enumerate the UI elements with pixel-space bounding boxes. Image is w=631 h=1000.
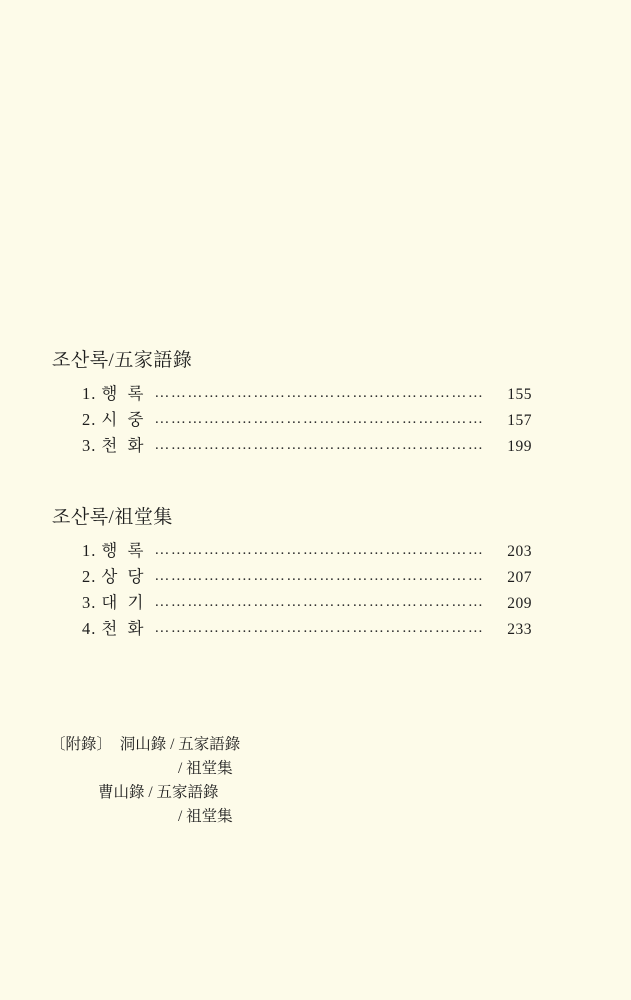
appendix-line: / 祖堂集 <box>178 808 233 826</box>
toc-entry-number: 3. <box>82 436 97 455</box>
toc-entry-page: 199 <box>507 438 532 455</box>
toc-entry[interactable] <box>52 412 532 429</box>
toc-entry[interactable] <box>52 543 532 560</box>
toc-entry-page: 233 <box>507 621 532 638</box>
toc-entry-number: 1. <box>82 384 97 403</box>
toc-entry[interactable] <box>52 595 532 612</box>
toc-entry-number: 1. <box>82 541 97 560</box>
appendix-line: 〔附錄〕 洞山錄 / 五家語錄 <box>50 736 241 753</box>
toc-section-1 <box>52 345 532 464</box>
appendix-line: 曹山錄 / 五家語錄 <box>98 784 219 802</box>
toc-leader-dots: …………………………………………………… <box>154 438 485 453</box>
toc-entry-label: 대 기 <box>101 593 147 612</box>
toc-leader-dots: …………………………………………………… <box>154 569 485 584</box>
appendix-line: / 祖堂集 <box>178 760 233 778</box>
toc-entry-label: 천 화 <box>101 619 147 638</box>
toc-entry-number: 2. <box>82 567 97 586</box>
toc-list <box>52 386 532 455</box>
toc-section-2 <box>52 502 532 647</box>
toc-entry[interactable] <box>52 386 532 403</box>
toc-leader-dots: …………………………………………………… <box>154 386 485 401</box>
toc-entry-label: 시 중 <box>101 410 147 429</box>
toc-leader-dots: …………………………………………………… <box>154 412 485 427</box>
toc-entry-page: 207 <box>507 569 532 586</box>
toc-leader-dots: …………………………………………………… <box>154 595 485 610</box>
toc-entry-number: 4. <box>82 619 97 638</box>
toc-entry-page: 203 <box>507 543 532 560</box>
toc-entry-page: 209 <box>507 595 532 612</box>
toc-entry-label: 상 당 <box>101 567 147 586</box>
toc-entry-number: 3. <box>82 593 97 612</box>
toc-leader-dots: …………………………………………………… <box>154 543 485 558</box>
toc-list <box>52 543 532 638</box>
toc-entry-page: 155 <box>507 386 532 403</box>
toc-entry-label: 천 화 <box>101 436 147 455</box>
appendix-block <box>50 733 530 829</box>
toc-entry[interactable] <box>52 569 532 586</box>
toc-entry[interactable] <box>52 621 532 638</box>
section-title: 조산록/祖堂集 <box>52 507 173 528</box>
section-title: 조산록/五家語錄 <box>52 350 193 371</box>
toc-leader-dots: …………………………………………………… <box>154 621 485 636</box>
toc-entry[interactable] <box>52 438 532 455</box>
toc-entry-label: 행 록 <box>101 541 147 560</box>
toc-entry-label: 행 록 <box>101 384 147 403</box>
toc-entry-page: 157 <box>507 412 532 429</box>
toc-entry-number: 2. <box>82 410 97 429</box>
